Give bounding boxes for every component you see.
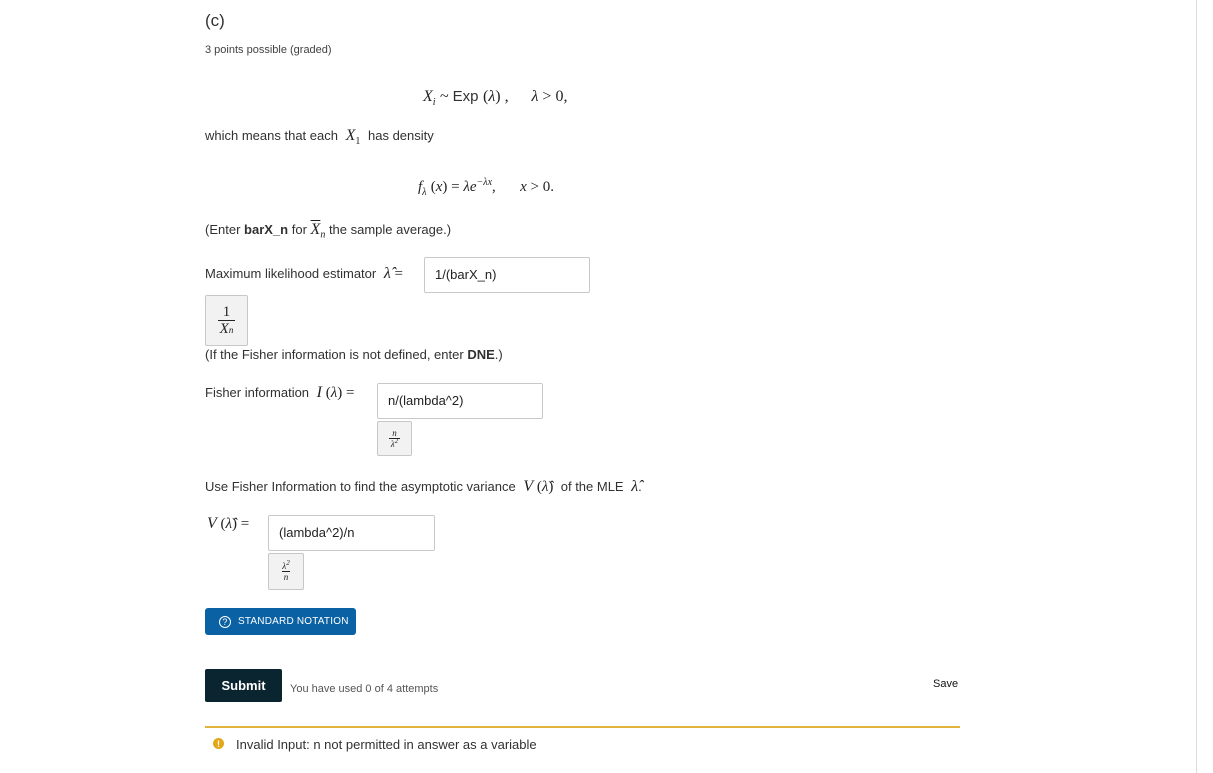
- asym-mid: of the MLE: [560, 479, 624, 494]
- variance-preview: $\frac{\lambda^2}{n}$: [268, 553, 304, 590]
- fisher-input[interactable]: n/(lambda^2): [377, 383, 543, 419]
- problem-title: (c): [205, 11, 225, 30]
- enter-bold: barX_n: [244, 222, 289, 237]
- mle-input[interactable]: 1/(barX_n): [424, 257, 590, 293]
- enter-mid: for: [291, 222, 307, 237]
- fisher-label-row: Fisher information I (λ) =: [205, 384, 355, 401]
- mle-label-row: Maximum likelihood estimator λ̂ =: [205, 265, 404, 282]
- density-intro: which means that each $X_1$ has density: [205, 127, 434, 148]
- enter-post: the sample average.): [328, 222, 452, 237]
- variance-input[interactable]: (lambda^2)/n: [268, 515, 435, 551]
- standard-notation-button[interactable]: [205, 608, 356, 635]
- warning-divider: [205, 726, 960, 728]
- fisher-note-pre: (If the Fisher information is not defined, enter: [205, 347, 464, 362]
- attempts-text: You have used 0 of 4 attempts: [290, 683, 439, 695]
- density-intro-pre: which means that each: [205, 128, 338, 143]
- mle-preview: $\frac{1}{\overline{X}n}$: [205, 295, 248, 346]
- fisher-label: Fisher information: [205, 385, 310, 400]
- fisher-preview: $\frac{n}{\lambda^2}$: [377, 421, 412, 456]
- points-possible: 3 points possible (graded): [205, 44, 332, 56]
- save-button[interactable]: Save: [933, 678, 959, 690]
- fisher-note-post: .): [494, 347, 503, 362]
- asymptotic-instruction: Use Fisher Information to find the asymptotic variance V (λ̂) of the MLE λ̂.: [205, 478, 642, 495]
- variance-label: V (λ̂) =: [207, 515, 250, 532]
- density-intro-post: has density: [368, 128, 434, 143]
- question-icon: ?: [219, 616, 231, 628]
- fisher-note: [205, 347, 503, 362]
- mle-label: Maximum likelihood estimator: [205, 266, 377, 281]
- enter-instruction: (Enter barX_n for $\overline{X}_n$ the sample average.): [205, 221, 452, 241]
- submit-button[interactable]: Submit: [205, 669, 282, 702]
- density-equation: $f_\lambda$ $(x) = \lambda e^{-\lambda x}$, x > 0.: [418, 177, 554, 198]
- fisher-note-bold: DNE: [467, 347, 495, 362]
- page-right-border: [1196, 0, 1197, 773]
- standard-notation-label: STANDARD NOTATION: [238, 616, 349, 627]
- warning-message: Invalid Input: n not permitted in answer as a variable: [236, 737, 537, 752]
- asym-pre: Use Fisher Information to find the asymptotic variance: [205, 479, 516, 494]
- distribution-equation: $X_i$ ~ Exp (λ) , λ > 0,: [423, 88, 568, 109]
- asym-post: .: [638, 479, 642, 494]
- enter-pre: (Enter: [205, 222, 241, 237]
- warning-icon: !: [213, 738, 224, 749]
